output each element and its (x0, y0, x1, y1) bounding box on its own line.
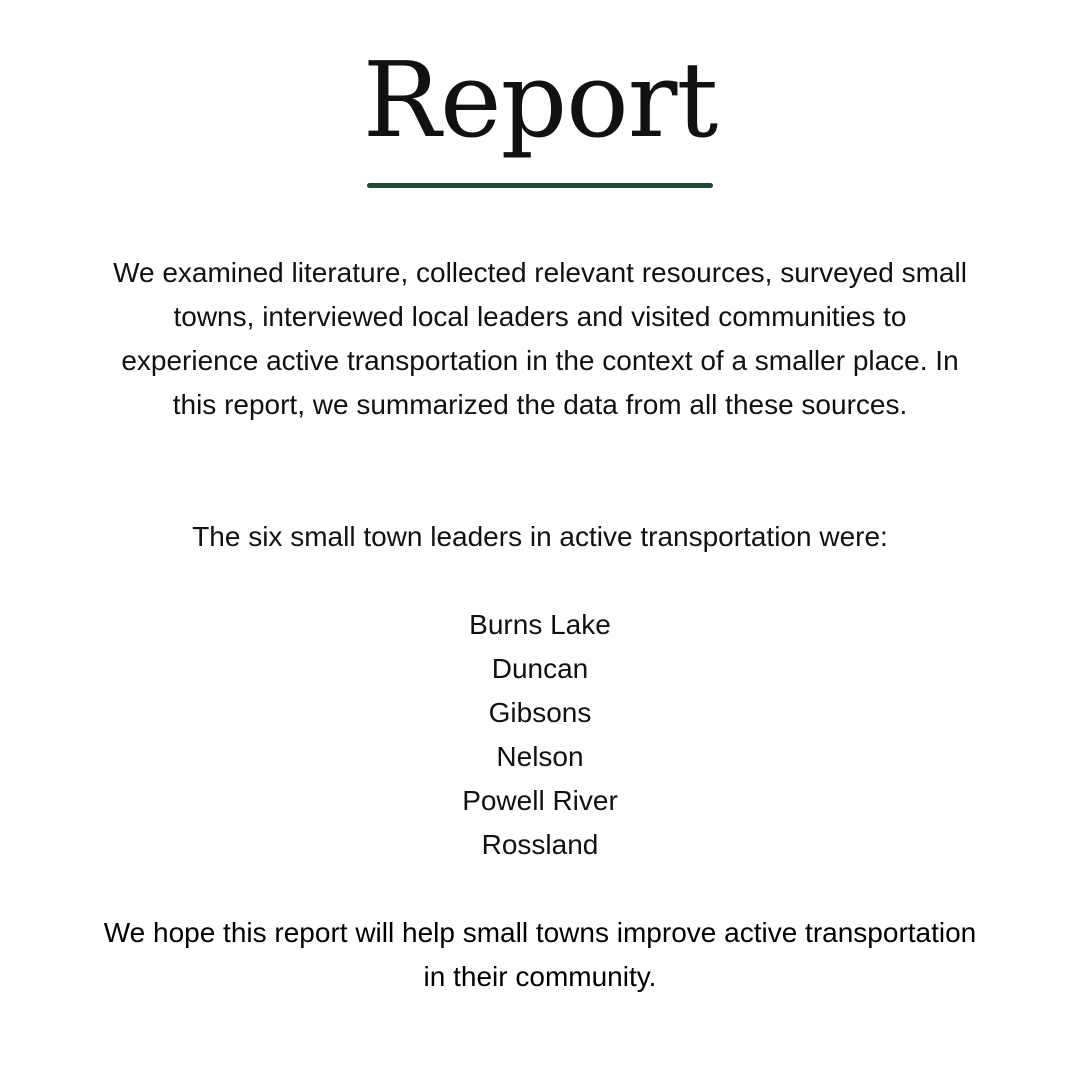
town-item: Powell River (462, 785, 618, 816)
town-item: Nelson (496, 741, 584, 772)
closing-paragraph: We hope this report will help small towns improve active transportation in their community. (103, 917, 977, 992)
towns-list (0, 603, 1080, 867)
town-item: Rossland (481, 829, 599, 860)
town-item: Gibsons (488, 697, 592, 728)
town-item: Burns Lake (469, 609, 611, 640)
page-title: Report (362, 39, 718, 161)
intro-paragraph: We examined literature, collected relevant resources, surveyed small towns, interviewed local leaders and visited communities to experience active transportation in the context of a smaller place. In this report, we summarized the data from all these sources. (113, 257, 967, 420)
title-underline (367, 183, 713, 188)
leaders-heading: The six small town leaders in active transportation were: (192, 521, 888, 552)
town-item: Duncan (491, 653, 589, 684)
